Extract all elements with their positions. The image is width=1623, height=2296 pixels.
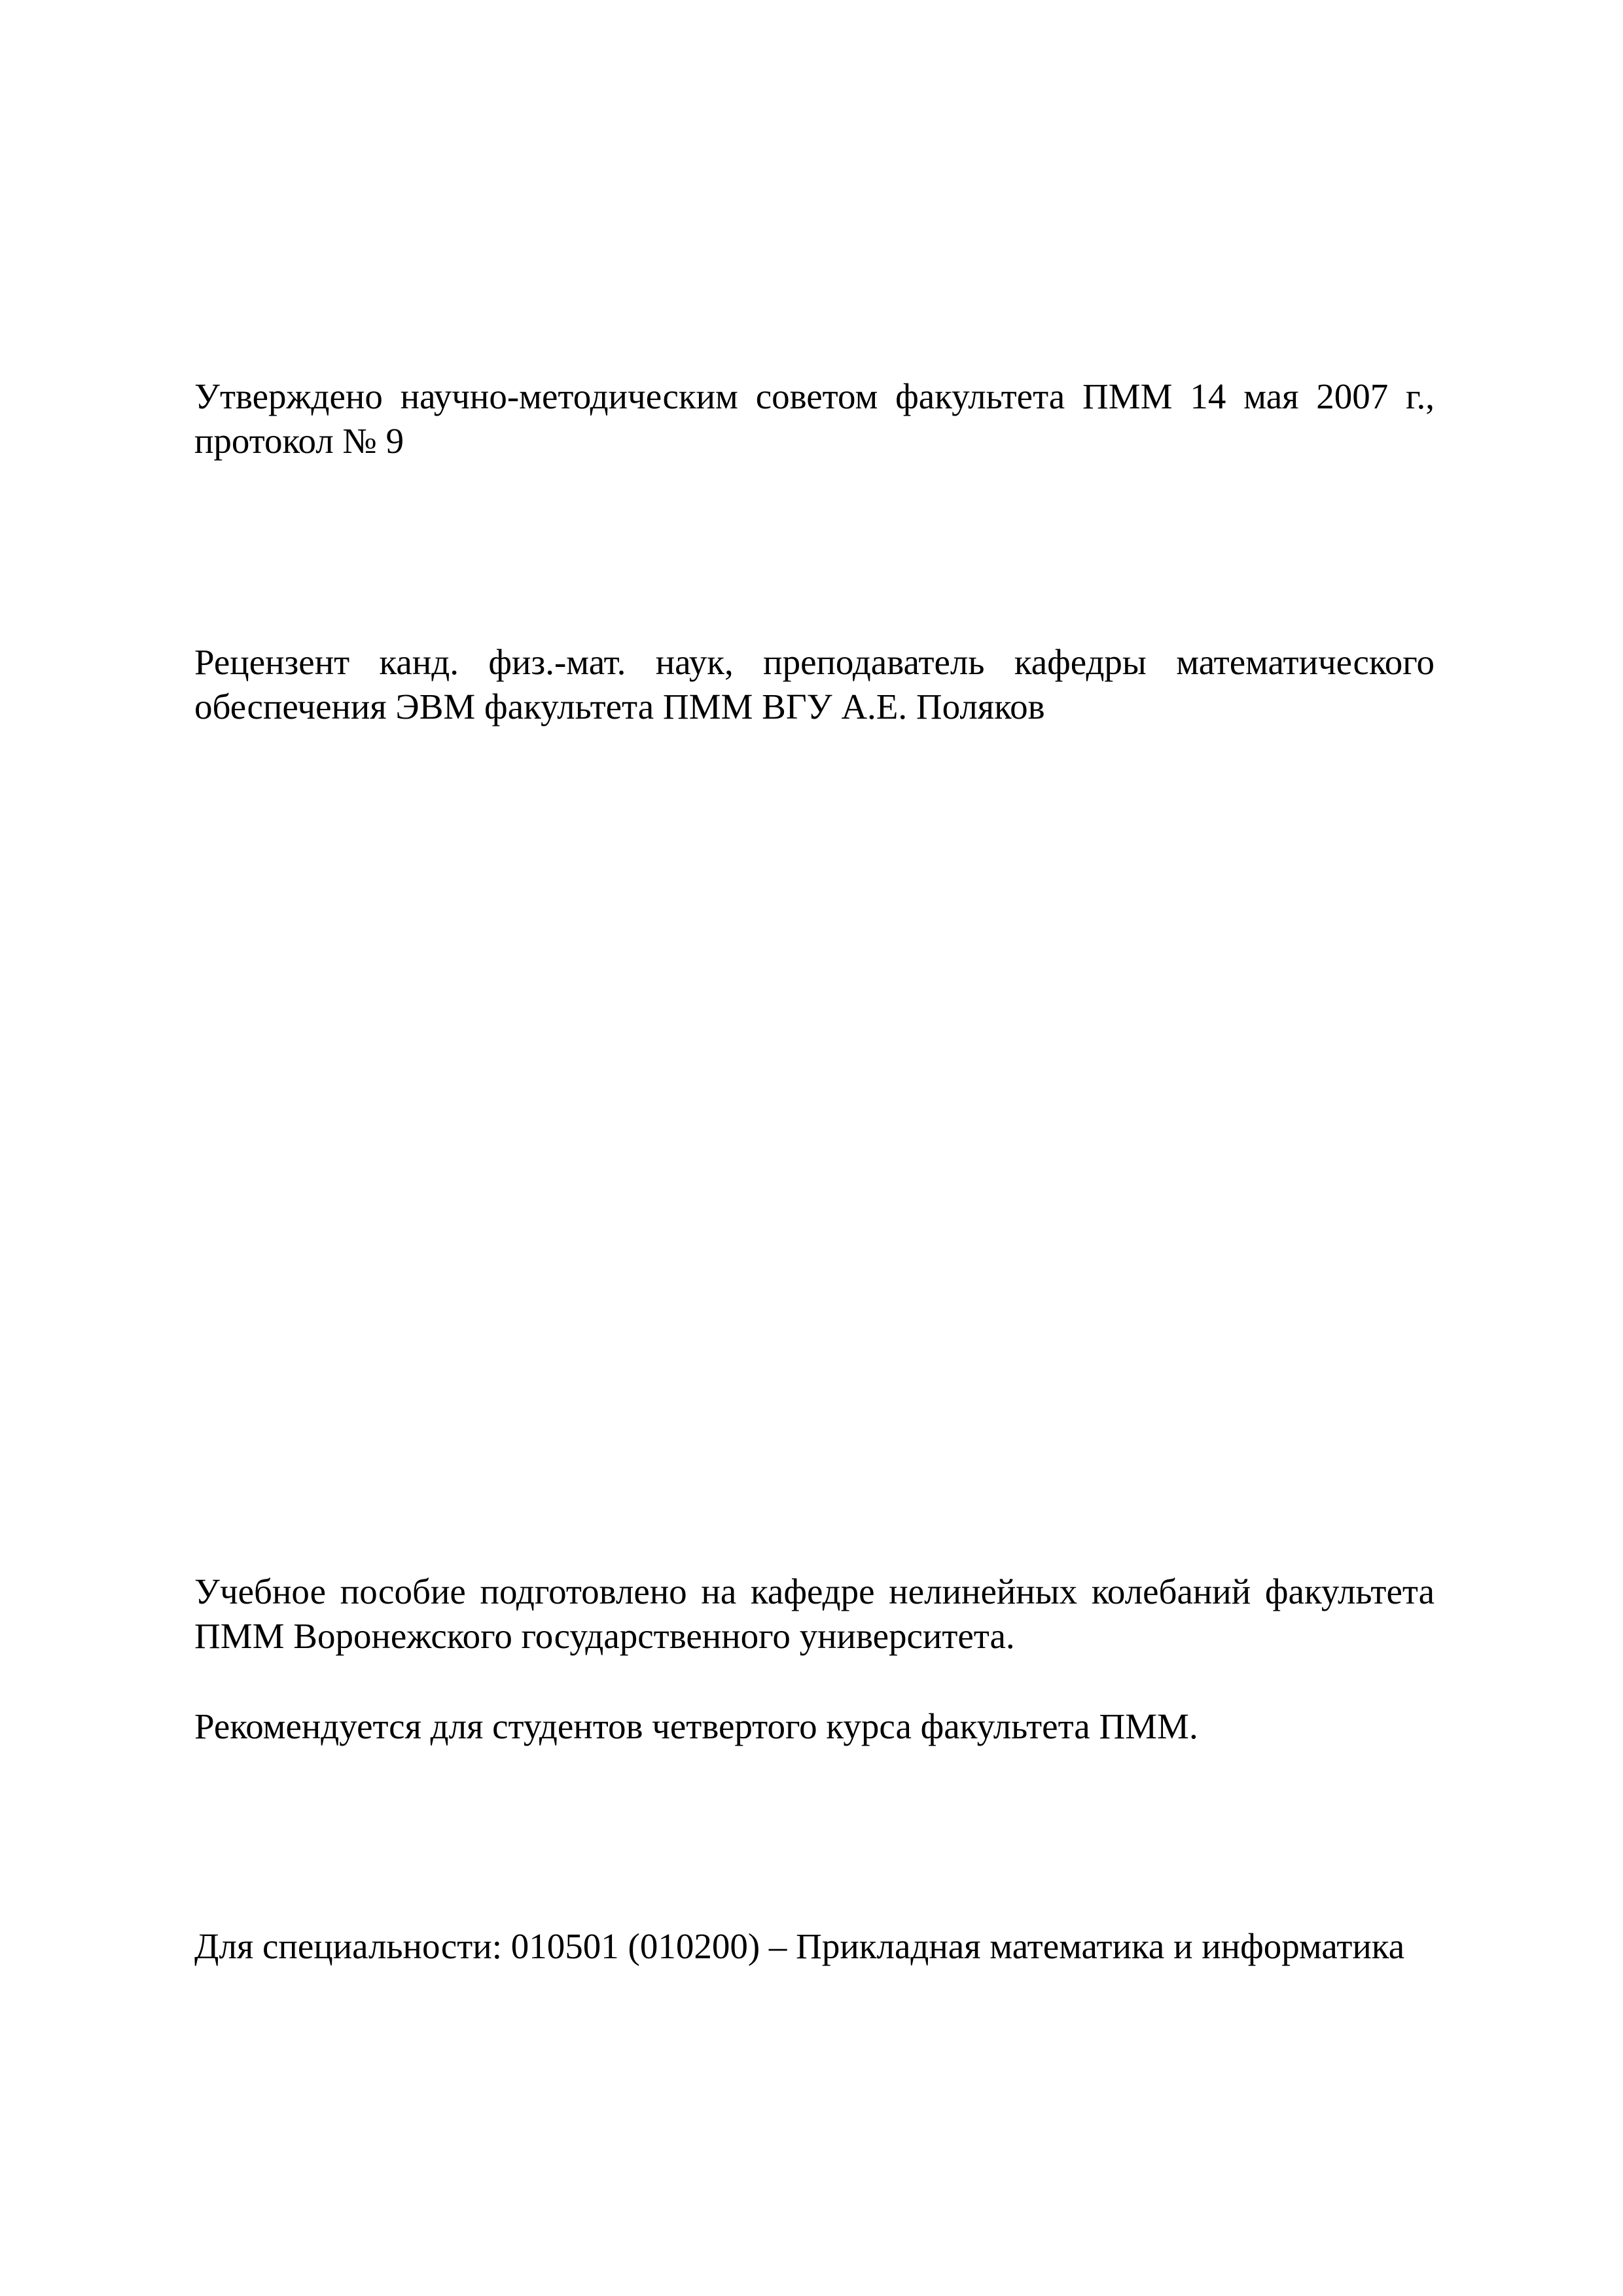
prepared-note: Учебное пособие подготовлено на кафедре нелинейных колебаний факультета ПММ Воронежского государственного университета. (194, 1571, 1435, 1656)
approval-note: Утверждено научно-методическим советом факультета ПММ 14 мая 2007 г., протокол № 9 (194, 376, 1435, 461)
reviewer-note: Рецензент канд. физ.-мат. наук, преподаватель кафедры математического обеспечения ЭВМ факультета ПММ ВГУ А.Е. Поляков (194, 642, 1435, 726)
recommendation-note: Рекомендуется для студентов четвертого курса факультета ПММ. (194, 1706, 1198, 1746)
specialty-note: Для специальности: 010501 (010200) – Прикладная математика и информатика (194, 1926, 1405, 1966)
